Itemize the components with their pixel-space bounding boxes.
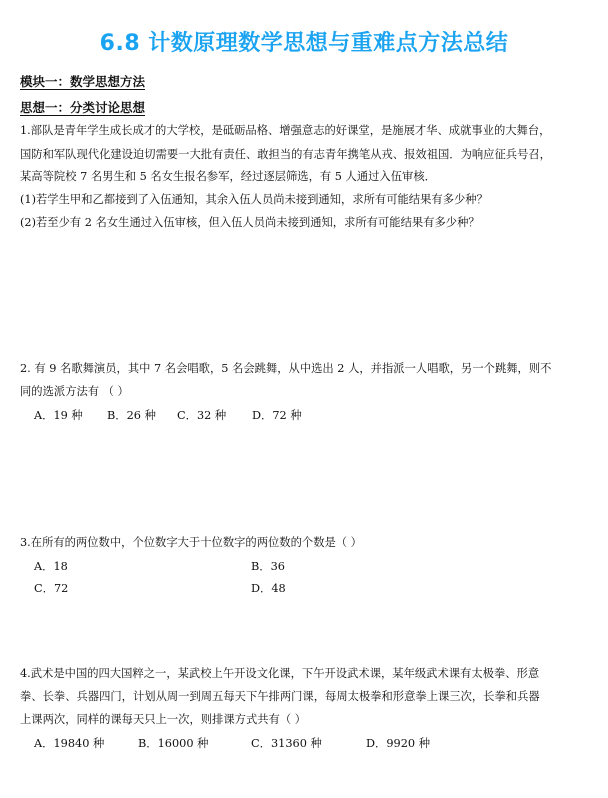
page-title: 6.8 计数原理数学思想与重难点方法总结 <box>99 31 509 56</box>
option-b: B．16000 种 <box>138 737 209 750</box>
thought-heading: 思想一：分类讨论思想 <box>20 100 146 115</box>
question-4-line: 拳、长拳、兵器四门，计划从周一到周五每天下午排两门课，每周太极拳和形意拳上课三次，长拳和兵器 <box>20 690 540 703</box>
option-c: C．72 <box>34 582 69 595</box>
question-1-line: 1.部队是青年学生成长成才的大学校，是砥砺品格、增强意志的好课堂，是施展才华、成就事业的大舞台， <box>20 124 551 137</box>
question-1-line: 国防和军队现代化建设迫切需要一大批有责任、敢担当的有志青年携笔从戎、报效祖国．为响应征兵号召， <box>20 148 551 161</box>
question-4-line: 4.武术是中国的四大国粹之一，某武校上午开设文化课，下午开设武术课，某年级武术课有太极拳、形意 <box>20 667 540 680</box>
option-d: D．48 <box>251 582 286 595</box>
question-1-part-2: (2)若至少有 2 名女生通过入伍审核，但入伍人员尚未接到通知，求所有可能结果有多少种？ <box>20 216 480 229</box>
option-d: D．72 种 <box>252 409 302 422</box>
option-a: A．18 <box>34 560 68 573</box>
option-b: B．26 种 <box>107 409 156 422</box>
question-1-part-1: (1)若学生甲和乙都接到了入伍通知，其余入伍人员尚未接到通知，求所有可能结果有多少种？ <box>20 193 488 206</box>
question-4-line: 上课两次，同样的课每天只上一次，则排课方式共有（ ） <box>20 713 307 726</box>
option-a: A．19 种 <box>34 409 83 422</box>
question-3-line: 3.在所有的两位数中，个位数字大于十位数字的两位数的个数是（ ） <box>20 536 362 549</box>
option-c: C．31360 种 <box>251 737 322 750</box>
question-2-line: 2. 有 9 名歌舞演员，其中 7 名会唱歌，5 名会跳舞，从中选出 2 人，并指派一人唱歌，另一个跳舞，则不 <box>20 362 552 375</box>
question-1-line: 某高等院校 7 名男生和 5 名女生报名参军，经过逐层筛选，有 5 人通过入伍审核． <box>20 170 436 183</box>
option-b: B．36 <box>251 560 285 573</box>
option-a: A．19840 种 <box>34 737 105 750</box>
question-2-line: 同的选派方法有 （ ） <box>20 385 129 398</box>
module-heading: 模块一：数学思想方法 <box>20 74 146 89</box>
option-c: C．32 种 <box>177 409 227 422</box>
option-d: D．9920 种 <box>366 737 430 750</box>
